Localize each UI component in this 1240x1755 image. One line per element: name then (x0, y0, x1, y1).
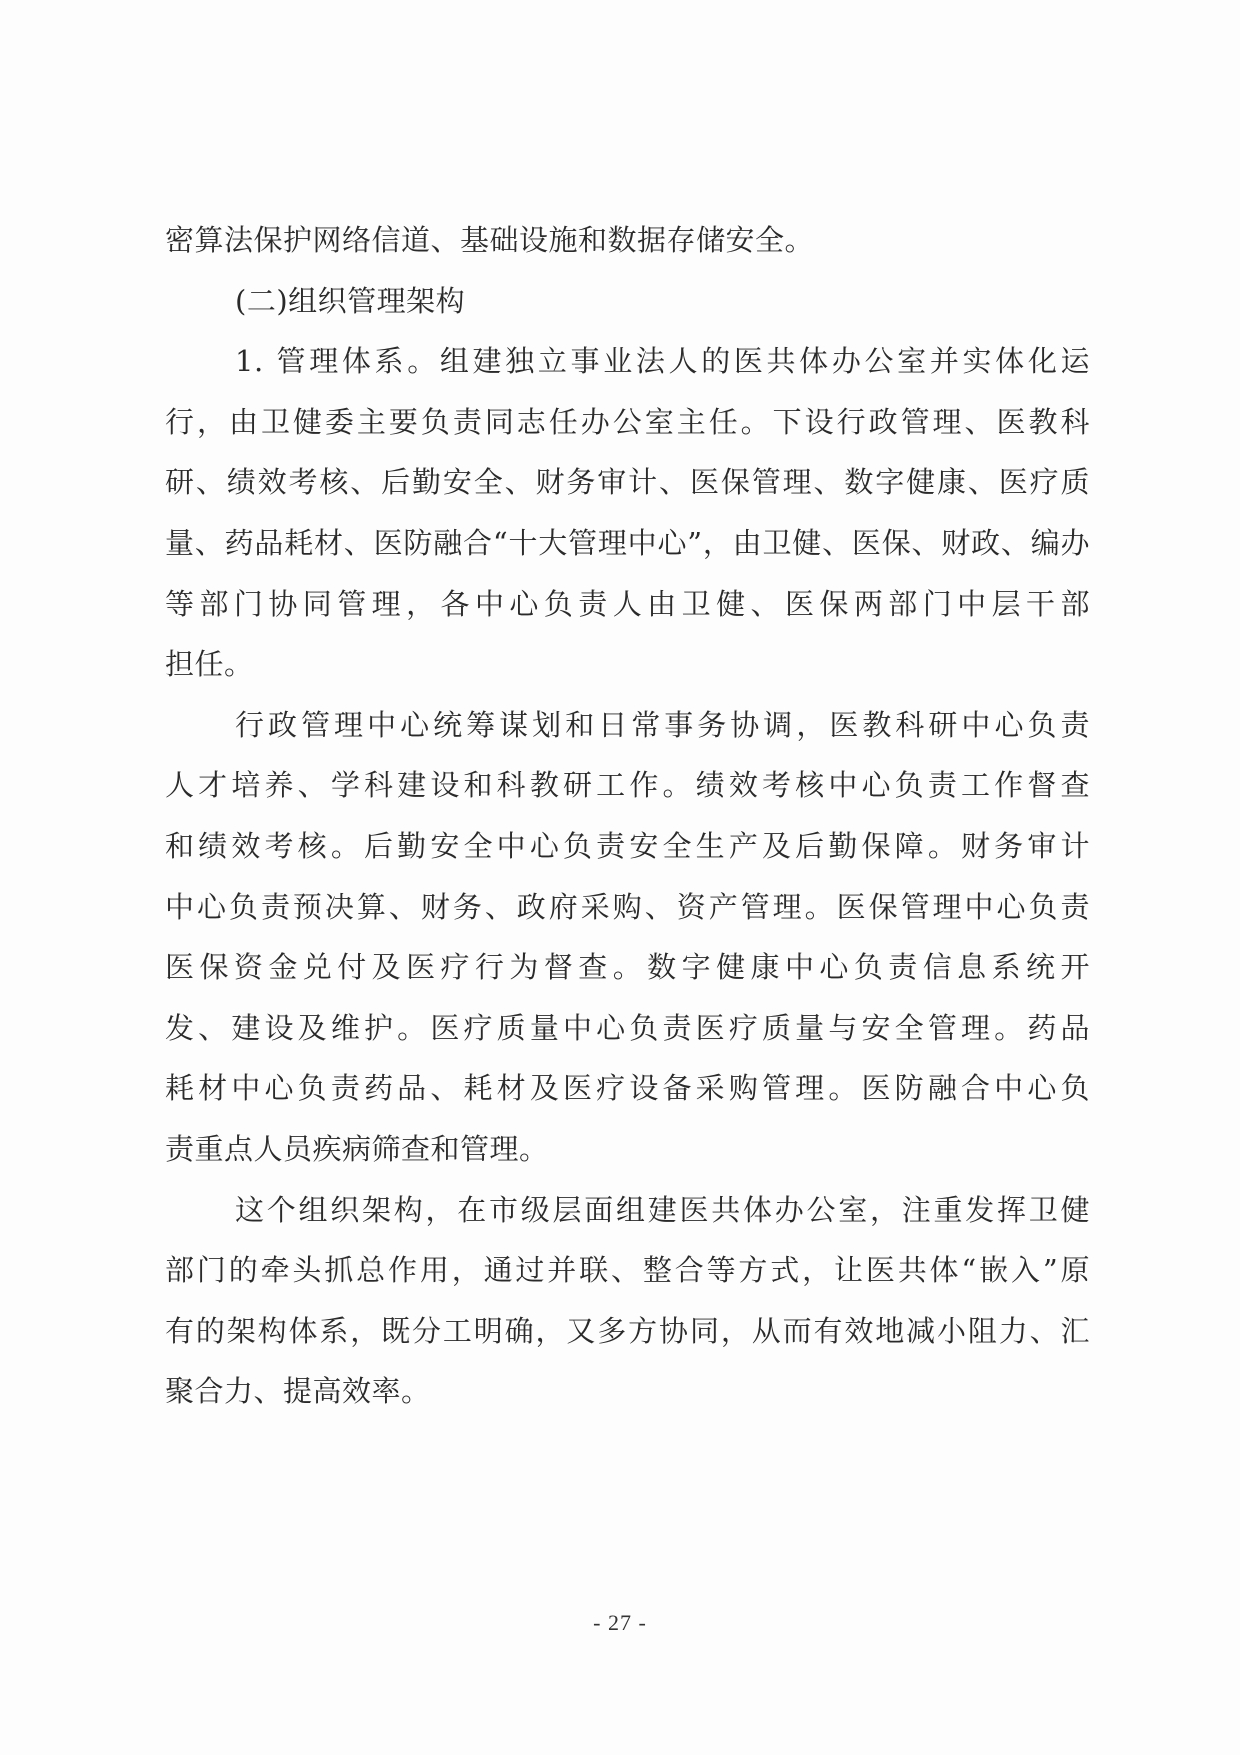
paragraph-line: 发、建设及维护。医疗质量中心负责医疗质量与安全管理。药品 (165, 1010, 1090, 1045)
paragraph-line: 1. 管理体系。组建独立事业法人的医共体办公室并实体化运 (235, 344, 1090, 379)
paragraph-line: 等部门协同管理，各中心负责人由卫健、医保两部门中层干部 (165, 586, 1090, 621)
section-heading: (二)组织管理架构 (235, 283, 466, 318)
paragraph-line: 责重点人员疾病筛查和管理。 (165, 1131, 549, 1166)
paragraph-line: 行政管理中心统筹谋划和日常事务协调，医教科研中心负责 (235, 707, 1090, 742)
paragraph-line: 耗材中心负责药品、耗材及医疗设备采购管理。医防融合中心负 (165, 1071, 1090, 1106)
paragraph-line: 中心负责预决算、财务、政府采购、资产管理。医保管理中心负责 (165, 889, 1090, 924)
paragraph-line: 有的架构体系，既分工明确，又多方协同，从而有效地减小阻力、汇 (165, 1313, 1090, 1348)
paragraph-line: 聚合力、提高效率。 (165, 1374, 431, 1409)
paragraph-line: 和绩效考核。后勤安全中心负责安全生产及后勤保障。财务审计 (165, 828, 1090, 863)
page-number: - 27 - (593, 1610, 647, 1635)
paragraph-line: 量、药品耗材、医防融合“十大管理中心”，由卫健、医保、财政、编办 (165, 525, 1090, 560)
body-text (165, 210, 1090, 1422)
paragraph-line: 医保资金兑付及医疗行为督查。数字健康中心负责信息系统开 (165, 950, 1090, 985)
paragraph-line: 担任。 (165, 647, 254, 682)
paragraph-line: 部门的牵头抓总作用，通过并联、整合等方式，让医共体“嵌入”原 (165, 1253, 1090, 1288)
paragraph-line: 这个组织架构，在市级层面组建医共体办公室，注重发挥卫健 (235, 1192, 1090, 1227)
paragraph-line: 密算法保护网络信道、基础设施和数据存储安全。 (165, 223, 815, 257)
paragraph-line: 行，由卫健委主要负责同志任办公室主任。下设行政管理、医教科 (165, 404, 1090, 439)
paragraph-line: 研、绩效考核、后勤安全、财务审计、医保管理、数字健康、医疗质 (165, 465, 1090, 500)
paragraph-line: 人才培养、学科建设和科教研工作。绩效考核中心负责工作督查 (165, 768, 1090, 803)
